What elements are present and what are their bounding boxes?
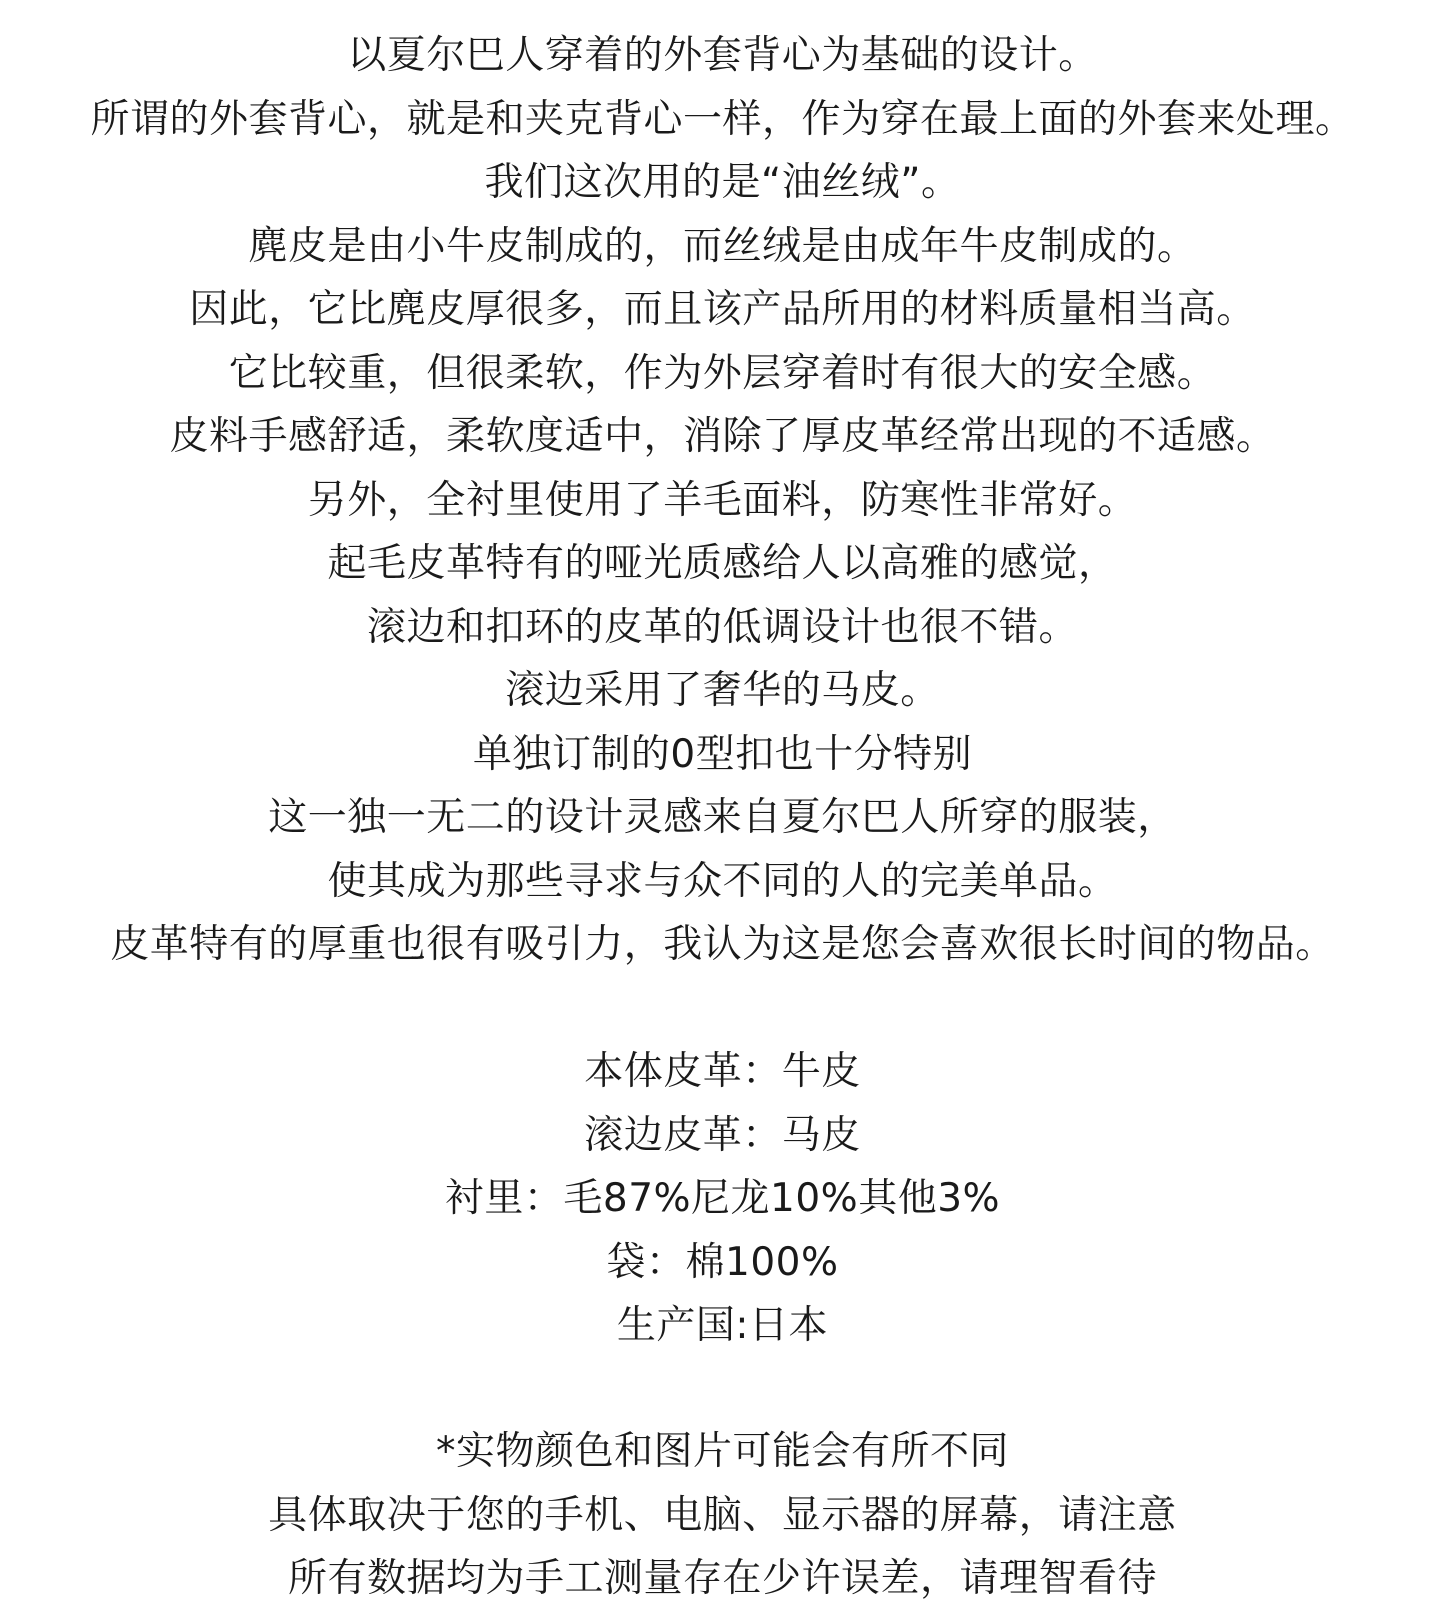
specs-block	[0, 1040, 1445, 1358]
description-line: 另外，全衬里使用了羊毛面料，防寒性非常好。	[307, 477, 1138, 523]
description-line: 它比较重，但很柔软，作为外层穿着时有很大的安全感。	[228, 350, 1217, 396]
spec-lining: 衬里：毛87%尼龙10%其他3%	[444, 1176, 1001, 1221]
description-line: 我们这次用的是“油丝绒”。	[484, 160, 961, 205]
description-line: 滚边采用了奢华的马皮。	[505, 668, 940, 713]
description-line: 使其成为那些寻求与众不同的人的完美单品。	[327, 858, 1118, 904]
description-line: 滚边和扣环的皮革的低调设计也很不错。	[366, 604, 1078, 650]
description-line: 皮料手感舒适，柔软度适中，消除了厚皮革经常出现的不适感。	[169, 414, 1276, 459]
spec-body-leather: 本体皮革：牛皮	[584, 1049, 861, 1094]
description-line: 单独订制的0型扣也十分特别	[472, 731, 973, 777]
description-line: 麂皮是由小牛皮制成的，而丝绒是由成年牛皮制成的。	[248, 223, 1197, 269]
spec-piping-leather: 滚边皮革：马皮	[584, 1112, 861, 1158]
note-line: *实物颜色和图片可能会有所不同	[435, 1429, 1009, 1474]
description-line: 以夏尔巴人穿着的外套背心为基础的设计。	[347, 33, 1098, 78]
notes-block	[0, 1420, 1445, 1611]
spec-origin: 生产国:日本	[616, 1303, 829, 1348]
description-line: 所谓的外套背心，就是和夹克背心一样，作为穿在最上面的外套来处理。	[90, 96, 1355, 142]
note-line: 所有数据均为手工测量存在少许误差，请理智看待	[287, 1556, 1157, 1601]
note-line: 具体取决于您的手机、电脑、显示器的屏幕，请注意	[268, 1492, 1177, 1538]
spec-pocket: 袋：棉100%	[606, 1239, 839, 1285]
description-line: 皮革特有的厚重也很有吸引力，我认为这是您会喜欢很长时间的物品。	[110, 922, 1335, 967]
description-line: 起毛皮革特有的哑光质感给人以高雅的感觉，	[327, 541, 1118, 586]
description-line: 因此，它比麂皮厚很多，而且该产品所用的材料质量相当高。	[189, 287, 1256, 332]
description-line: 这一独一无二的设计灵感来自夏尔巴人所穿的服装，	[268, 795, 1177, 840]
description-block	[0, 24, 1445, 977]
